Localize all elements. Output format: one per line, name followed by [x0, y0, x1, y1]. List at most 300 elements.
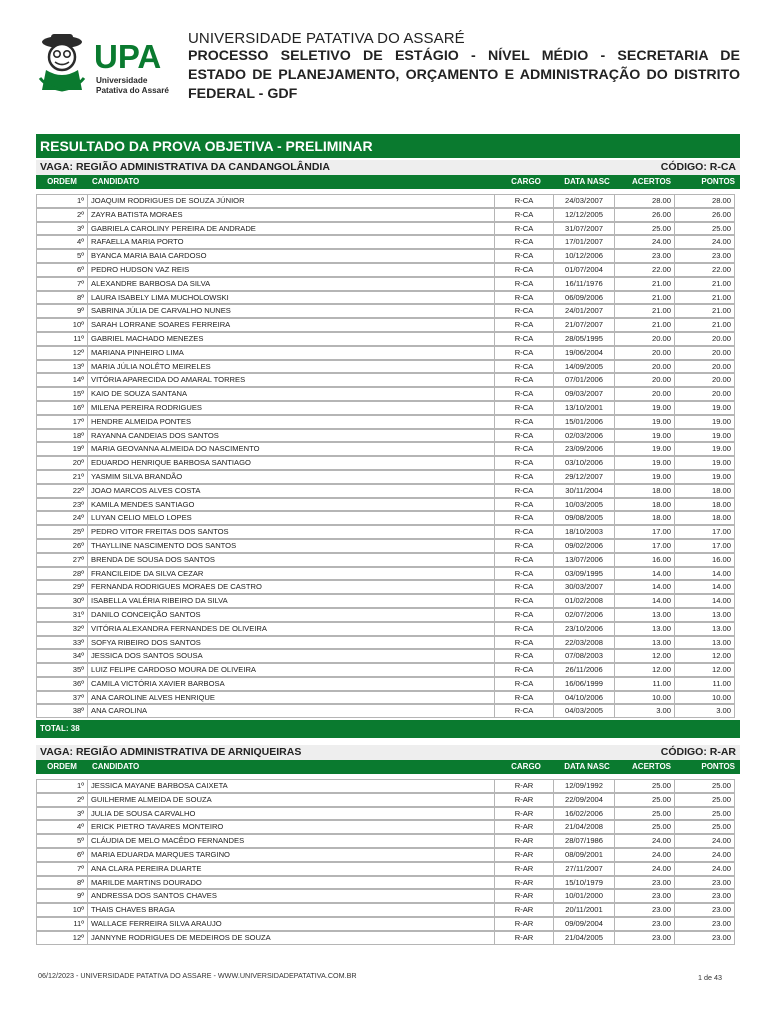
cell-cargo: R-CA: [494, 222, 554, 236]
cell-cargo: R-AR: [494, 876, 554, 890]
cell-candidato: BRENDA DE SOUSA DOS SANTOS: [87, 553, 495, 567]
cell-candidato: VITÓRIA APARECIDA DO AMARAL TORRES: [87, 373, 495, 387]
cell-cargo: R-CA: [494, 511, 554, 525]
cell-data-nasc: 01/02/2008: [553, 594, 615, 608]
cell-acertos: 10.00: [614, 691, 675, 705]
cell-acertos: 23.00: [614, 917, 675, 931]
table-row: [36, 291, 740, 305]
cell-acertos: 24.00: [614, 848, 675, 862]
cell-acertos: 25.00: [614, 807, 675, 821]
total-count: TOTAL: 38: [36, 720, 740, 738]
cell-pontos: 23.00: [674, 931, 735, 945]
cell-cargo: R-AR: [494, 903, 554, 917]
cell-pontos: 26.00: [674, 208, 735, 222]
table-row: [36, 222, 740, 236]
cell-candidato: GABRIEL MACHADO MENEZES: [87, 332, 495, 346]
cell-pontos: 21.00: [674, 318, 735, 332]
cell-cargo: R-AR: [494, 834, 554, 848]
cell-ordem: 1º: [36, 779, 88, 793]
cell-ordem: 27º: [36, 553, 88, 567]
cell-cargo: R-AR: [494, 889, 554, 903]
cell-data-nasc: 23/09/2006: [553, 442, 615, 456]
cell-pontos: 14.00: [674, 580, 735, 594]
cell-acertos: 26.00: [614, 208, 675, 222]
cell-data-nasc: 19/06/2004: [553, 346, 615, 360]
cell-cargo: R-CA: [494, 291, 554, 305]
cell-data-nasc: 09/09/2004: [553, 917, 615, 931]
cell-candidato: WALLACE FERREIRA SILVA ARAUJO: [87, 917, 495, 931]
cell-candidato: HENDRE ALMEIDA PONTES: [87, 415, 495, 429]
cell-cargo: R-AR: [494, 807, 554, 821]
cell-acertos: 12.00: [614, 663, 675, 677]
cell-candidato: ANA CLARA PEREIRA DUARTE: [87, 862, 495, 876]
cell-ordem: 15º: [36, 387, 88, 401]
cell-acertos: 19.00: [614, 470, 675, 484]
cell-cargo: R-CA: [494, 235, 554, 249]
table-row: [36, 304, 740, 318]
cell-ordem: 33º: [36, 636, 88, 650]
cell-cargo: R-CA: [494, 594, 554, 608]
vaga-code: CÓDIGO: R-CA: [660, 161, 736, 173]
cell-candidato: ANA CAROLINA: [87, 704, 495, 718]
cell-pontos: 17.00: [674, 539, 735, 553]
cell-data-nasc: 31/07/2007: [553, 222, 615, 236]
cell-cargo: R-CA: [494, 498, 554, 512]
cell-candidato: MARIA EDUARDA MARQUES TARGINO: [87, 848, 495, 862]
cell-data-nasc: 06/09/2006: [553, 291, 615, 305]
table-row: [36, 622, 740, 636]
table-header: [36, 760, 740, 774]
table-row: [36, 594, 740, 608]
table-row: [36, 539, 740, 553]
cell-data-nasc: 17/01/2007: [553, 235, 615, 249]
cell-data-nasc: 22/03/2008: [553, 636, 615, 650]
cell-pontos: 24.00: [674, 834, 735, 848]
cell-cargo: R-CA: [494, 622, 554, 636]
cell-candidato: GUILHERME ALMEIDA DE SOUZA: [87, 793, 495, 807]
cell-candidato: PEDRO VITOR FREITAS DOS SANTOS: [87, 525, 495, 539]
cell-data-nasc: 21/04/2005: [553, 931, 615, 945]
cell-pontos: 12.00: [674, 649, 735, 663]
vaga-header: [36, 160, 740, 175]
table-row: [36, 636, 740, 650]
cell-pontos: 19.00: [674, 456, 735, 470]
cell-pontos: 17.00: [674, 525, 735, 539]
cell-ordem: 9º: [36, 304, 88, 318]
cell-pontos: 13.00: [674, 636, 735, 650]
cell-data-nasc: 04/03/2005: [553, 704, 615, 718]
cell-data-nasc: 27/11/2007: [553, 862, 615, 876]
cell-cargo: R-CA: [494, 580, 554, 594]
logo-subtitle-1: Universidade: [96, 76, 148, 85]
col-pontos: PONTOS: [701, 177, 735, 186]
cell-candidato: ANA CAROLINE ALVES HENRIQUE: [87, 691, 495, 705]
cell-acertos: 14.00: [614, 594, 675, 608]
table-row: [36, 263, 740, 277]
cell-acertos: 28.00: [614, 194, 675, 208]
cell-candidato: GABRIELA CAROLINY PEREIRA DE ANDRADE: [87, 222, 495, 236]
cell-data-nasc: 16/02/2006: [553, 807, 615, 821]
cell-pontos: 20.00: [674, 360, 735, 374]
page-footer: 06/12/2023 - UNIVERSIDADE PATATIVA DO ASSARE - WWW.UNIVERSIDADEPATATIVA.COM.BR: [38, 971, 357, 980]
cell-ordem: 5º: [36, 249, 88, 263]
cell-cargo: R-CA: [494, 456, 554, 470]
cell-cargo: R-CA: [494, 470, 554, 484]
cell-data-nasc: 23/10/2006: [553, 622, 615, 636]
cell-data-nasc: 09/03/2007: [553, 387, 615, 401]
cell-data-nasc: 30/03/2007: [553, 580, 615, 594]
cell-cargo: R-AR: [494, 931, 554, 945]
cell-ordem: 11º: [36, 917, 88, 931]
table-row: [36, 848, 740, 862]
cell-data-nasc: 28/05/1995: [553, 332, 615, 346]
cell-pontos: 11.00: [674, 677, 735, 691]
cell-acertos: 13.00: [614, 636, 675, 650]
cell-ordem: 3º: [36, 807, 88, 821]
table-row: [36, 704, 740, 718]
cell-cargo: R-CA: [494, 401, 554, 415]
cell-cargo: R-CA: [494, 649, 554, 663]
cell-ordem: 7º: [36, 277, 88, 291]
table-row: [36, 484, 740, 498]
cell-ordem: 24º: [36, 511, 88, 525]
col-data-nasc: DATA NASC: [564, 762, 610, 771]
cell-pontos: 24.00: [674, 848, 735, 862]
cell-acertos: 21.00: [614, 291, 675, 305]
cell-ordem: 6º: [36, 263, 88, 277]
cell-cargo: R-CA: [494, 318, 554, 332]
cell-pontos: 23.00: [674, 249, 735, 263]
table-row: [36, 876, 740, 890]
cell-acertos: 17.00: [614, 525, 675, 539]
cell-ordem: 34º: [36, 649, 88, 663]
cell-pontos: 25.00: [674, 222, 735, 236]
cell-data-nasc: 08/09/2001: [553, 848, 615, 862]
cell-pontos: 23.00: [674, 876, 735, 890]
cell-acertos: 23.00: [614, 931, 675, 945]
vaga-section-r-ar: [36, 745, 740, 945]
cell-acertos: 20.00: [614, 332, 675, 346]
cell-data-nasc: 21/04/2008: [553, 820, 615, 834]
vaga-code: CÓDIGO: R-AR: [660, 746, 736, 758]
cell-cargo: R-AR: [494, 848, 554, 862]
vaga-title: VAGA: REGIÃO ADMINISTRATIVA DA CANDANGOLÂNDIA: [40, 161, 330, 173]
cell-ordem: 12º: [36, 931, 88, 945]
cell-acertos: 20.00: [614, 373, 675, 387]
table-row: [36, 373, 740, 387]
cell-ordem: 13º: [36, 360, 88, 374]
cell-pontos: 23.00: [674, 889, 735, 903]
cell-data-nasc: 16/06/1999: [553, 677, 615, 691]
cell-pontos: 13.00: [674, 608, 735, 622]
table-row: [36, 194, 740, 208]
cell-acertos: 13.00: [614, 608, 675, 622]
cell-acertos: 24.00: [614, 834, 675, 848]
cell-ordem: 18º: [36, 429, 88, 443]
cell-pontos: 20.00: [674, 373, 735, 387]
cell-acertos: 14.00: [614, 567, 675, 581]
cell-acertos: 23.00: [614, 876, 675, 890]
result-banner: RESULTADO DA PROVA OBJETIVA - PRELIMINAR: [36, 134, 740, 158]
notice-title-line: PROCESSO SELETIVO DE ESTÁGIO - NÍVEL MÉDIO - SECRETARIA DE: [188, 48, 740, 64]
cell-data-nasc: 28/07/1986: [553, 834, 615, 848]
cell-ordem: 35º: [36, 663, 88, 677]
cell-pontos: 18.00: [674, 498, 735, 512]
table-row: [36, 498, 740, 512]
cell-data-nasc: 21/07/2007: [553, 318, 615, 332]
cell-acertos: 14.00: [614, 580, 675, 594]
cell-cargo: R-CA: [494, 442, 554, 456]
cell-cargo: R-CA: [494, 373, 554, 387]
cell-ordem: 10º: [36, 903, 88, 917]
cell-candidato: CLÁUDIA DE MELO MACÊDO FERNANDES: [87, 834, 495, 848]
cell-ordem: 36º: [36, 677, 88, 691]
cell-pontos: 25.00: [674, 793, 735, 807]
table-row: [36, 456, 740, 470]
table-row: [36, 889, 740, 903]
cell-data-nasc: 09/02/2006: [553, 539, 615, 553]
cell-candidato: JOAQUIM RODRIGUES DE SOUZA JÚNIOR: [87, 194, 495, 208]
table-row: [36, 917, 740, 931]
cell-cargo: R-AR: [494, 779, 554, 793]
cell-acertos: 19.00: [614, 456, 675, 470]
cell-acertos: 22.00: [614, 263, 675, 277]
cell-ordem: 2º: [36, 208, 88, 222]
cell-candidato: ERICK PIETRO TAVARES MONTEIRO: [87, 820, 495, 834]
table-row: [36, 691, 740, 705]
table-row: [36, 249, 740, 263]
cell-candidato: EDUARDO HENRIQUE BARBOSA SANTIAGO: [87, 456, 495, 470]
page-header: [36, 30, 740, 102]
cell-acertos: 21.00: [614, 318, 675, 332]
cell-data-nasc: 13/07/2006: [553, 553, 615, 567]
cell-cargo: R-CA: [494, 194, 554, 208]
cell-ordem: 2º: [36, 793, 88, 807]
cell-data-nasc: 12/09/1992: [553, 779, 615, 793]
cell-candidato: CAMILA VICTÓRIA XAVIER BARBOSA: [87, 677, 495, 691]
cell-acertos: 23.00: [614, 903, 675, 917]
cell-candidato: LAURA ISABELY LIMA MUCHOLOWSKI: [87, 291, 495, 305]
notice-title-line: FEDERAL - GDF: [188, 86, 298, 102]
cell-ordem: 37º: [36, 691, 88, 705]
cell-candidato: YASMIM SILVA BRANDÃO: [87, 470, 495, 484]
table-row: [36, 649, 740, 663]
cell-acertos: 24.00: [614, 862, 675, 876]
notice-title: [188, 47, 740, 104]
cell-cargo: R-CA: [494, 387, 554, 401]
cell-pontos: 20.00: [674, 332, 735, 346]
table-row: [36, 415, 740, 429]
table-row: [36, 401, 740, 415]
cell-candidato: ZAYRA BATISTA MORAES: [87, 208, 495, 222]
cell-acertos: 25.00: [614, 222, 675, 236]
table-row: [36, 903, 740, 917]
table-row: [36, 525, 740, 539]
cell-candidato: KAIO DE SOUZA SANTANA: [87, 387, 495, 401]
cell-pontos: 19.00: [674, 429, 735, 443]
results-table-body: [36, 779, 740, 945]
cell-cargo: R-CA: [494, 608, 554, 622]
upa-logo: [36, 30, 182, 102]
cell-ordem: 19º: [36, 442, 88, 456]
cell-candidato: RAYANNA CANDEIAS DOS SANTOS: [87, 429, 495, 443]
table-row: [36, 346, 740, 360]
cell-data-nasc: 24/03/2007: [553, 194, 615, 208]
cell-pontos: 21.00: [674, 304, 735, 318]
cell-pontos: 19.00: [674, 415, 735, 429]
cell-pontos: 18.00: [674, 484, 735, 498]
cell-candidato: ALEXANDRE BARBOSA DA SILVA: [87, 277, 495, 291]
cell-ordem: 1º: [36, 194, 88, 208]
cell-pontos: 14.00: [674, 567, 735, 581]
cell-cargo: R-CA: [494, 691, 554, 705]
cell-ordem: 22º: [36, 484, 88, 498]
cell-acertos: 12.00: [614, 649, 675, 663]
cell-data-nasc: 22/09/2004: [553, 793, 615, 807]
cell-candidato: MARIA GEOVANNA ALMEIDA DO NASCIMENTO: [87, 442, 495, 456]
cell-pontos: 28.00: [674, 194, 735, 208]
cell-ordem: 11º: [36, 332, 88, 346]
table-row: [36, 360, 740, 374]
vaga-header: [36, 745, 740, 760]
cell-data-nasc: 02/07/2006: [553, 608, 615, 622]
vaga-section-r-ca: [36, 160, 740, 738]
cell-candidato: THAYLLINE NASCIMENTO DOS SANTOS: [87, 539, 495, 553]
cell-data-nasc: 10/03/2005: [553, 498, 615, 512]
cell-ordem: 30º: [36, 594, 88, 608]
col-data-nasc: DATA NASC: [564, 177, 610, 186]
cell-acertos: 18.00: [614, 484, 675, 498]
cell-cargo: R-CA: [494, 415, 554, 429]
cell-pontos: 20.00: [674, 346, 735, 360]
cell-ordem: 16º: [36, 401, 88, 415]
cell-data-nasc: 18/10/2003: [553, 525, 615, 539]
cell-candidato: FERNANDA RODRIGUES MORAES DE CASTRO: [87, 580, 495, 594]
logo-subtitle-2: Patativa do Assaré: [96, 86, 169, 95]
cell-candidato: VITÓRIA ALEXANDRA FERNANDES DE OLIVEIRA: [87, 622, 495, 636]
cell-ordem: 32º: [36, 622, 88, 636]
cell-candidato: RAFAELLA MARIA PORTO: [87, 235, 495, 249]
cell-candidato: MARILDE MARTINS DOURADO: [87, 876, 495, 890]
cell-candidato: DANILO CONCEIÇÃO SANTOS: [87, 608, 495, 622]
cell-ordem: 4º: [36, 235, 88, 249]
cell-acertos: 23.00: [614, 889, 675, 903]
cell-pontos: 22.00: [674, 263, 735, 277]
cell-pontos: 14.00: [674, 594, 735, 608]
cell-pontos: 24.00: [674, 862, 735, 876]
table-row: [36, 793, 740, 807]
cell-pontos: 23.00: [674, 917, 735, 931]
col-candidato: CANDIDATO: [92, 762, 140, 771]
cell-acertos: 19.00: [614, 415, 675, 429]
cell-acertos: 23.00: [614, 249, 675, 263]
cell-cargo: R-CA: [494, 304, 554, 318]
cell-candidato: JESSICA DOS SANTOS SOUSA: [87, 649, 495, 663]
cell-cargo: R-CA: [494, 263, 554, 277]
cell-data-nasc: 15/01/2006: [553, 415, 615, 429]
cell-ordem: 5º: [36, 834, 88, 848]
cell-ordem: 17º: [36, 415, 88, 429]
col-candidato: CANDIDATO: [92, 177, 140, 186]
cell-acertos: 18.00: [614, 498, 675, 512]
cell-ordem: 38º: [36, 704, 88, 718]
col-acertos: ACERTOS: [632, 762, 671, 771]
results-table-body: [36, 194, 740, 718]
cell-ordem: 9º: [36, 889, 88, 903]
cell-pontos: 16.00: [674, 553, 735, 567]
cell-candidato: JULIA DE SOUSA CARVALHO: [87, 807, 495, 821]
table-row: [36, 820, 740, 834]
cell-acertos: 18.00: [614, 511, 675, 525]
table-row: [36, 580, 740, 594]
logo-wordmark: UPA: [94, 38, 162, 75]
cell-data-nasc: 14/09/2005: [553, 360, 615, 374]
cell-ordem: 6º: [36, 848, 88, 862]
cell-cargo: R-CA: [494, 663, 554, 677]
cell-data-nasc: 03/09/1995: [553, 567, 615, 581]
cell-candidato: JESSICA MAYANE BARBOSA CAIXETA: [87, 779, 495, 793]
cell-acertos: 21.00: [614, 304, 675, 318]
cell-ordem: 21º: [36, 470, 88, 484]
vaga-title: VAGA: REGIÃO ADMINISTRATIVA DE ARNIQUEIRAS: [40, 746, 302, 758]
cell-pontos: 25.00: [674, 807, 735, 821]
cell-pontos: 10.00: [674, 691, 735, 705]
cell-cargo: R-CA: [494, 249, 554, 263]
cell-acertos: 19.00: [614, 429, 675, 443]
cell-acertos: 20.00: [614, 360, 675, 374]
cell-data-nasc: 20/11/2001: [553, 903, 615, 917]
page-number: 1 de 43: [698, 973, 722, 982]
cell-ordem: 20º: [36, 456, 88, 470]
cell-pontos: 23.00: [674, 903, 735, 917]
cell-ordem: 14º: [36, 373, 88, 387]
university-name: UNIVERSIDADE PATATIVA DO ASSARÉ: [188, 30, 465, 47]
cell-cargo: R-CA: [494, 525, 554, 539]
cell-ordem: 25º: [36, 525, 88, 539]
cell-acertos: 3.00: [614, 704, 675, 718]
cell-data-nasc: 15/10/1979: [553, 876, 615, 890]
table-row: [36, 470, 740, 484]
cell-data-nasc: 10/12/2006: [553, 249, 615, 263]
cell-data-nasc: 12/12/2005: [553, 208, 615, 222]
cell-cargo: R-AR: [494, 917, 554, 931]
cell-candidato: MARIANA PINHEIRO LIMA: [87, 346, 495, 360]
cell-pontos: 19.00: [674, 470, 735, 484]
cell-ordem: 10º: [36, 318, 88, 332]
cell-pontos: 21.00: [674, 277, 735, 291]
col-ordem: ORDEM: [47, 177, 77, 186]
cell-pontos: 25.00: [674, 820, 735, 834]
cell-cargo: R-CA: [494, 332, 554, 346]
cell-ordem: 8º: [36, 876, 88, 890]
cell-ordem: 26º: [36, 539, 88, 553]
cell-ordem: 4º: [36, 820, 88, 834]
cell-acertos: 17.00: [614, 539, 675, 553]
table-row: [36, 387, 740, 401]
cell-ordem: 8º: [36, 291, 88, 305]
col-acertos: ACERTOS: [632, 177, 671, 186]
table-row: [36, 807, 740, 821]
cell-candidato: BYANCA MARIA BAIA CARDOSO: [87, 249, 495, 263]
table-row: [36, 677, 740, 691]
cell-data-nasc: 10/01/2000: [553, 889, 615, 903]
notice-title-line: ESTADO DE PLANEJAMENTO, ORÇAMENTO E ADMINISTRAÇÃO DO DISTRITO: [188, 67, 740, 83]
table-row: [36, 567, 740, 581]
table-row: [36, 862, 740, 876]
cell-data-nasc: 13/10/2001: [553, 401, 615, 415]
cell-candidato: FRANCILEIDE DA SILVA CEZAR: [87, 567, 495, 581]
cell-candidato: SARAH LORRANE SOARES FERREIRA: [87, 318, 495, 332]
